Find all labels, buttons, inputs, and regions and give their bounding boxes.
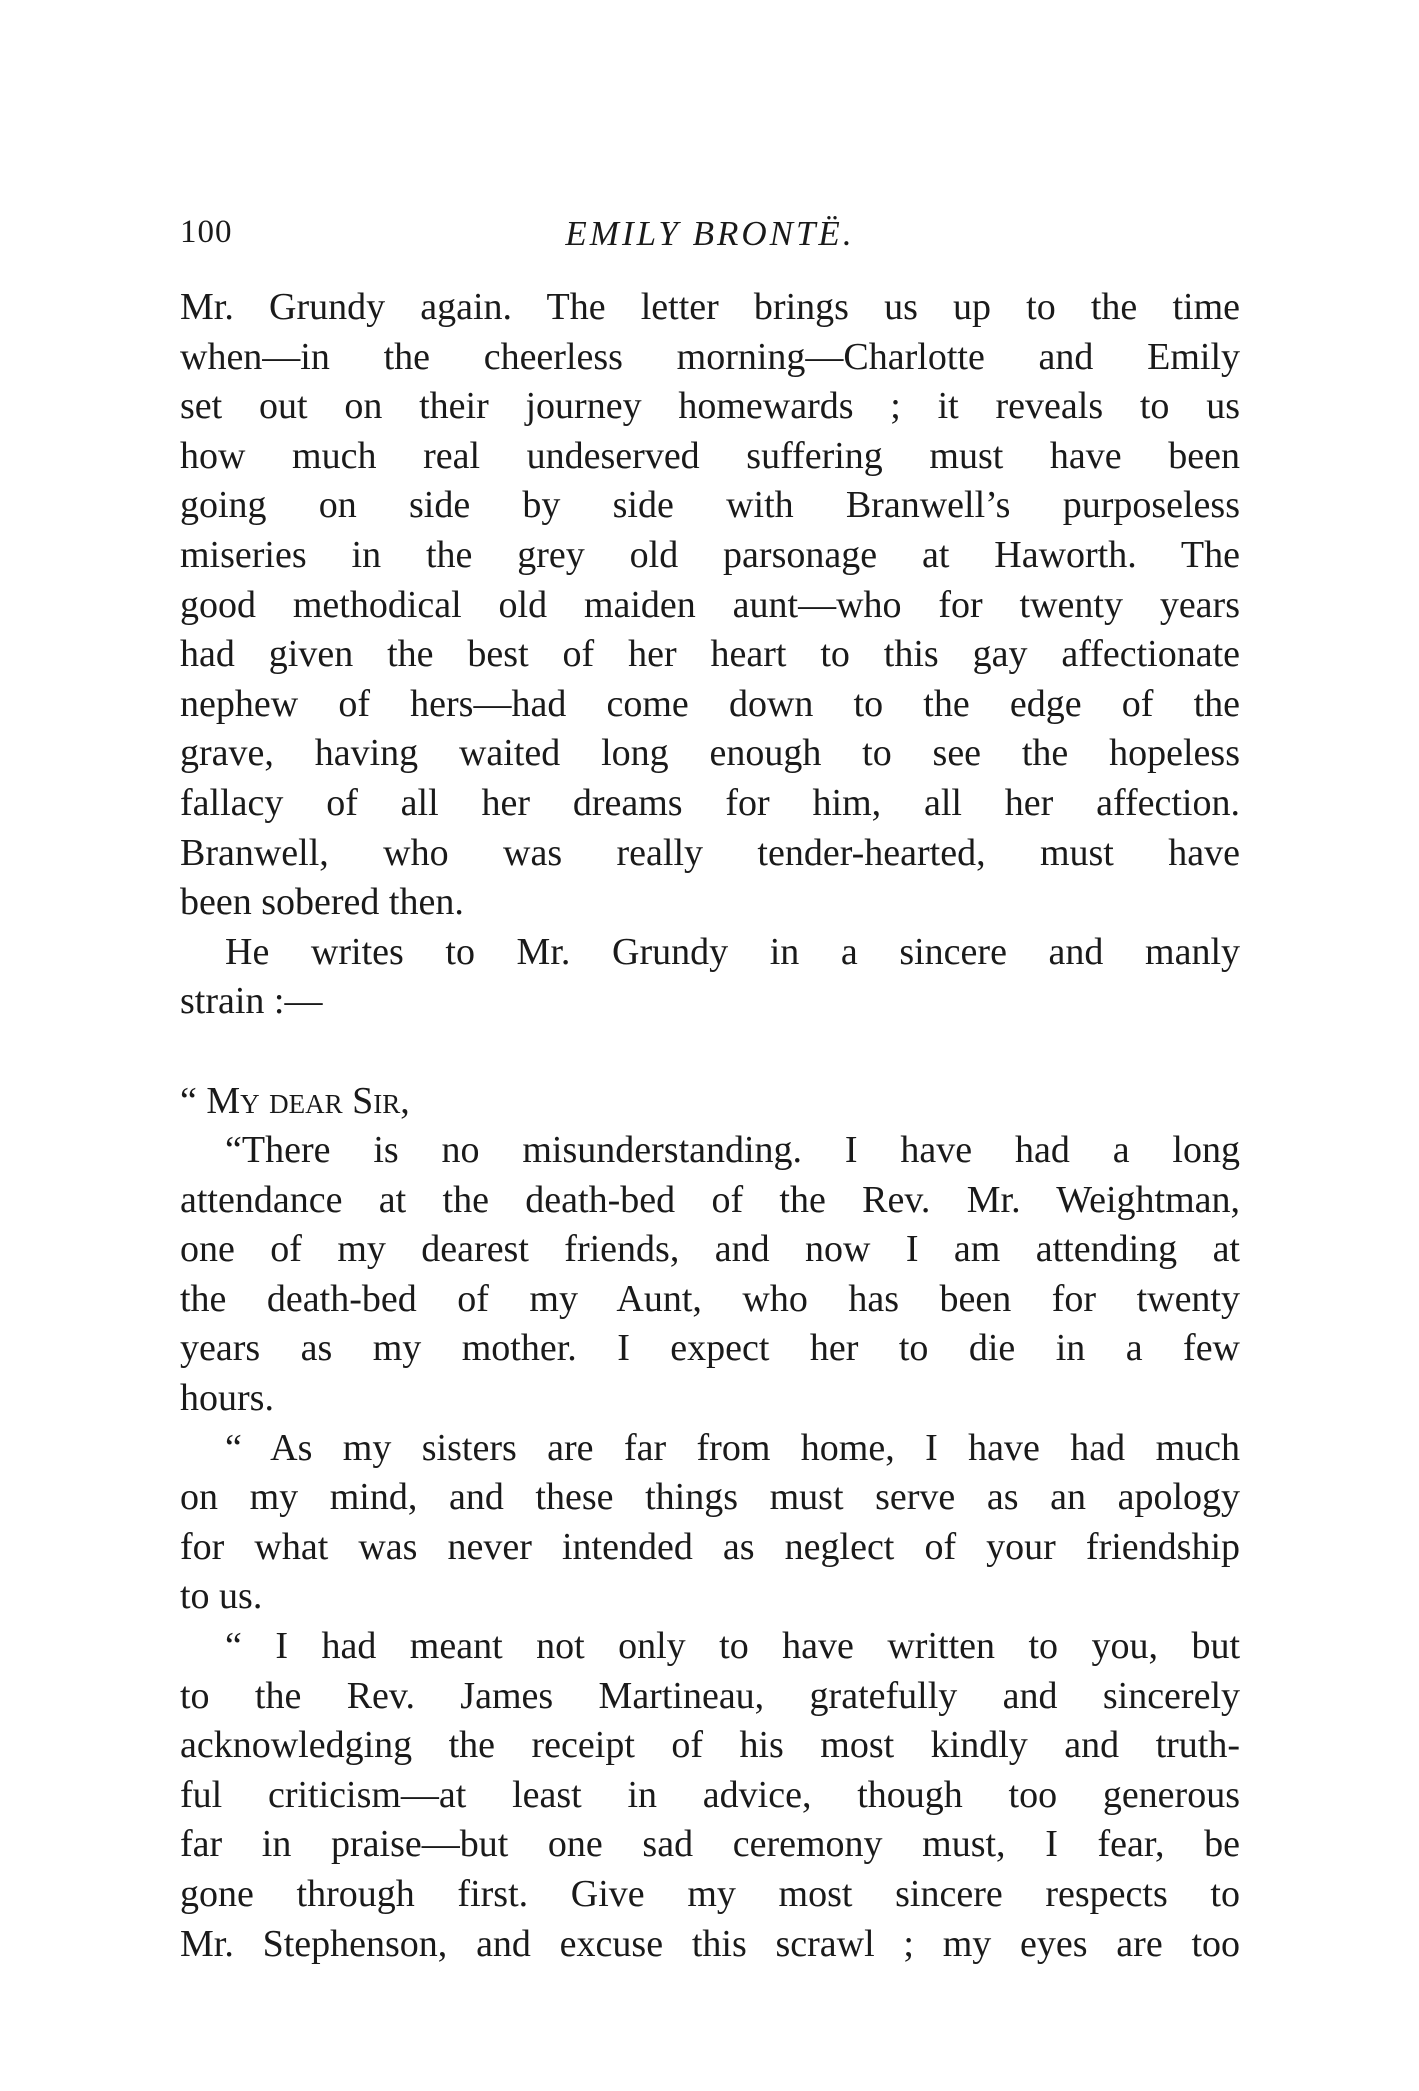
text-line: strain :— — [180, 980, 323, 1023]
letter-salutation — [180, 1077, 1240, 1127]
page-number: 100 — [180, 214, 233, 250]
text-line: the death-bed of my Aunt, who has been for twenty — [180, 1277, 1240, 1320]
text-line: attendance at the death-bed of the Rev. Mr. Weightman, — [180, 1178, 1240, 1221]
text-line: far in praise—but one sad ceremony must, I fear, be — [180, 1823, 1240, 1866]
text-line: acknowledging the receipt of his most kindly and truth- — [180, 1724, 1240, 1767]
letter-paragraph — [180, 1424, 1240, 1622]
text-line: gone through first. Give my most sincere respects to — [180, 1873, 1240, 1915]
text-line: grave, having waited long enough to see the hopeless — [180, 732, 1240, 775]
text-line: to the Rev. James Martineau, gratefully and sincerely — [180, 1674, 1240, 1717]
text-line: ful criticism—at least in advice, though too generous — [180, 1773, 1240, 1816]
text-line: He writes to Mr. Grundy in a sincere and manly — [225, 930, 1240, 973]
text-line: “There is no misunderstanding. I have had a long — [225, 1129, 1240, 1172]
text-line: had given the best of her heart to this gay affectionate — [180, 633, 1240, 676]
text-line: when—in the cheerless morning—Charlotte and Emily — [180, 335, 1240, 378]
text-line: for what was never intended as neglect of your friendship — [180, 1525, 1240, 1568]
text-line: set out on their journey homewards ; it reveals to us — [180, 385, 1240, 428]
text-line: how much real undeserved suffering must have been — [180, 434, 1240, 477]
text-line: on my mind, and these things must serve as an apology — [180, 1476, 1240, 1519]
text-line: Mr. Grundy again. The letter brings us up to the time — [180, 286, 1240, 328]
letter-paragraph — [180, 1622, 1240, 1969]
text-line: been sobered then. — [180, 881, 464, 924]
text-line: miseries in the grey old parsonage at Haworth. The — [180, 533, 1240, 576]
text-line: “ As my sisters are far from home, I have had much — [225, 1426, 1240, 1469]
text-line: “ I had meant not only to have written to you, but — [225, 1625, 1240, 1668]
text-line: nephew of hers—had come down to the edge of the — [180, 682, 1240, 725]
page-body — [180, 283, 1240, 1969]
paragraph — [180, 283, 1240, 928]
text-line: to us. — [180, 1575, 263, 1618]
letter-paragraph — [180, 1126, 1240, 1424]
running-head: EMILY BRONTË. — [565, 214, 855, 253]
text-line: going on side by side with Branwell’s purposeless — [180, 484, 1240, 527]
paragraph — [180, 928, 1240, 1027]
text-line: hours. — [180, 1377, 274, 1420]
text-line: Branwell, who was really tender-hearted, must have — [180, 831, 1240, 874]
text-line: years as my mother. I expect her to die in a few — [180, 1327, 1240, 1370]
page-header — [180, 214, 1240, 264]
salutation-line: “ My dear Sir, — [180, 1079, 410, 1122]
paragraph-gap — [180, 1027, 1240, 1077]
text-line: fallacy of all her dreams for him, all her affection. — [180, 781, 1240, 824]
text-line: one of my dearest friends, and now I am attending at — [180, 1228, 1240, 1271]
text-line: Mr. Stephenson, and excuse this scrawl ; my eyes are too — [180, 1922, 1240, 1965]
text-line: good methodical old maiden aunt—who for twenty years — [180, 583, 1240, 626]
